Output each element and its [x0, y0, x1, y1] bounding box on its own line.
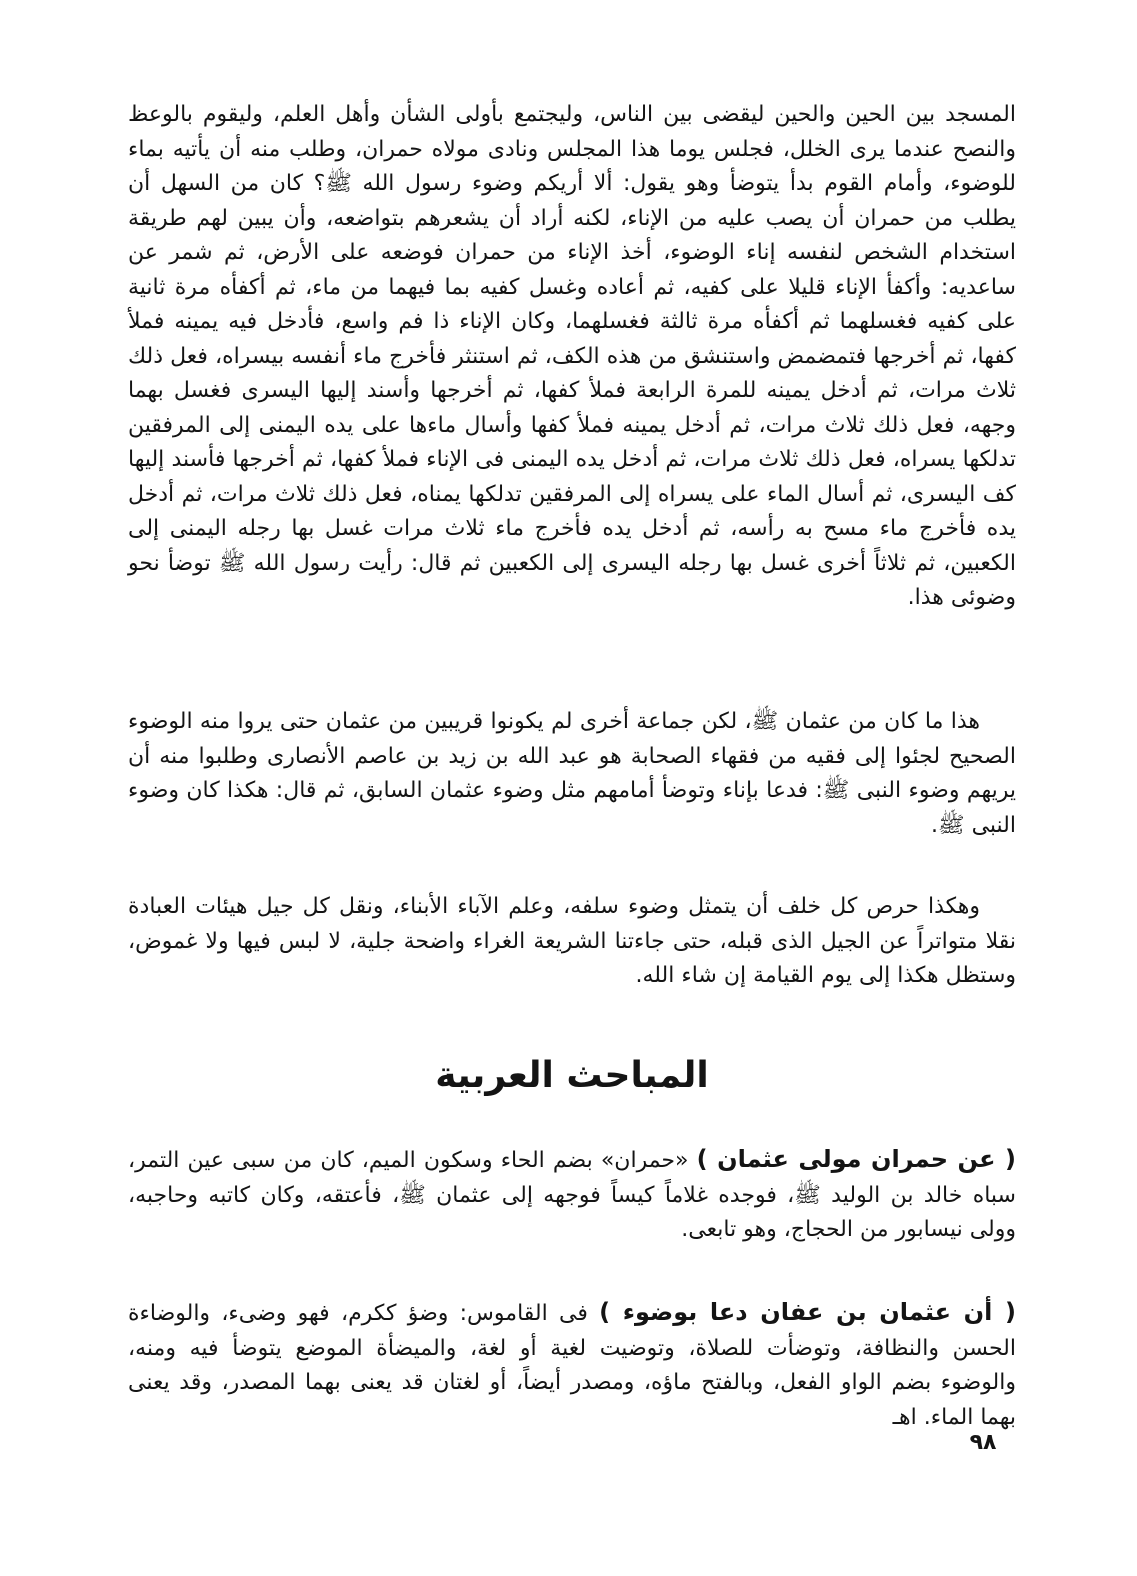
paragraph-text: المسجد بين الحين والحين ليقضى بين الناس، وليجتمع بأولى الشأن وأهل العلم، وليقوم بالوعظ والنصح عندما يرى الخلل، فجلس يوما هذا المجلس ونادى مولاه حمران، وطلب منه أن يأتيه بماء للوضوء، وأمام القوم بدأ يتوضأ وهو يقول: ألا أريكم وضوء رسول الله ﷺ؟ كان من السهل أن يطلب من حمران أن يصب عليه من الإناء، لكنه أراد أن يشعرهم بتواضعه، وأن يبين لهم طريقة استخدام الشخص لنفسه إناء الوضوء، أخذ الإناء من حمران فوضعه على الأرض، ثم شمر عن ساعديه: وأكفأ الإناء قليلا على كفيه، ثم أعاده وغسل كفيه بما فيهما من ماء، ثم أكفأه مرة ثانية على كفيه فغسلهما ثم أكفأه مرة ثالثة فغسلهما، وكان الإناء ذا فم واسع، فأدخل فيه يمينه فملأ كفها، ثم أخرجها فتمضمض واستنشق من هذه الكف، ثم استنثر فأخرج ماء أنفسه بيسراه، فعل ذلك ثلاث مرات، ثم أدخل يمينه للمرة الرابعة فملأ كفها، ثم أخرجها وأسند إليها اليسرى فغسل بهما وجهه، فعل ذلك ثلاث مرات، ثم أدخل يمينه فملأ كفها وأسال ماءها على يده اليمنى إلى المرفقين تدلكها يسراه، فعل ذلك ثلاث مرات، ثم أدخل يده اليمنى فى الإناء فملأ كفها، ثم أخرجها فأسند إليها كف اليسرى، ثم أسال الماء على يسراه إلى المرفقين تدلكها يمناه، فعل ذلك ثلاث مرات، ثم أدخل يده فأخرج ماء مسح به رأسه، ثم أدخل يده فأخرج ماء ثلاث مرات غسل بها رجله اليمنى إلى الكعبين، ثم ثلاثاً أخرى غسل بها رجله اليسرى إلى الكعبين ثم قال: رأيت رسول الله ﷺ توضأ نحو وضوئى هذا. — [128, 102, 1016, 610]
body-paragraph-2 — [128, 705, 1016, 843]
entry-lead-term: ( أن عثمان بن عفان دعا بوضوء ) — [599, 1298, 1016, 1326]
entry-lead-term: ( عن حمران مولى عثمان ) — [696, 1145, 1016, 1173]
entry-text: فى القاموس: وضؤ ككرم، فهو وضىء، والوضاءة الحسن والنظافة، وتوضأت للصلاة، وتوضيت لغية أو لغة، والميضأة الموضع يتوضأ فيه ومنه، والوضوء بضم الواو الفعل، وبالفتح ماؤه، ومصدر أيضاً، أو لغتان قد يعنى بهما المصدر، وقد يعنى بهما الماء. اهـ — [128, 1301, 1016, 1430]
paragraph-text: وهكذا حرص كل خلف أن يتمثل وضوء سلفه، وعلم الآباء الأبناء، ونقل كل جيل هيئات العبادة نقلا متواتراً عن الجيل الذى قبله، حتى جاءتنا الشريعة الغراء واضحة جلية، لا لبس فيها ولا غموض، وستظل هكذا إلى يوم القيامة إن شاء الله. — [128, 894, 1016, 988]
section-heading: المباحث العربية — [435, 1055, 709, 1096]
entry-text: «حمران» بضم الحاء وسكون الميم، كان من سبى عين التمر، سباه خالد بن الوليد ﷺ، فوجده غلاماً كيساً فوجهه إلى عثمان ﷺ، فأعتقه، وكان كاتبه وحاجبه، وولى نيسابور من الحجاج، وهو تابعى. — [128, 1148, 1016, 1242]
body-paragraph-3 — [128, 890, 1016, 994]
paragraph-text: هذا ما كان من عثمان ﷺ، لكن جماعة أخرى لم يكونوا قريبين من عثمان حتى يروا منه الوضوء الصحيح لجئوا إلى فقيه من فقهاء الصحابة هو عبد الله بن زيد بن عاصم الأنصارى وطلبوا منه أن يريهم وضوء النبى ﷺ: فدعا بإناء وتوضأ أمامهم مثل وضوء عثمان السابق، ثم قال: هكذا كان وضوء النبى ﷺ. — [128, 709, 1016, 838]
definition-entry-2 — [128, 1295, 1016, 1435]
page-number: ٩٨ — [969, 1430, 997, 1455]
body-paragraph-1 — [128, 98, 1016, 616]
definition-entry-1 — [128, 1142, 1016, 1248]
